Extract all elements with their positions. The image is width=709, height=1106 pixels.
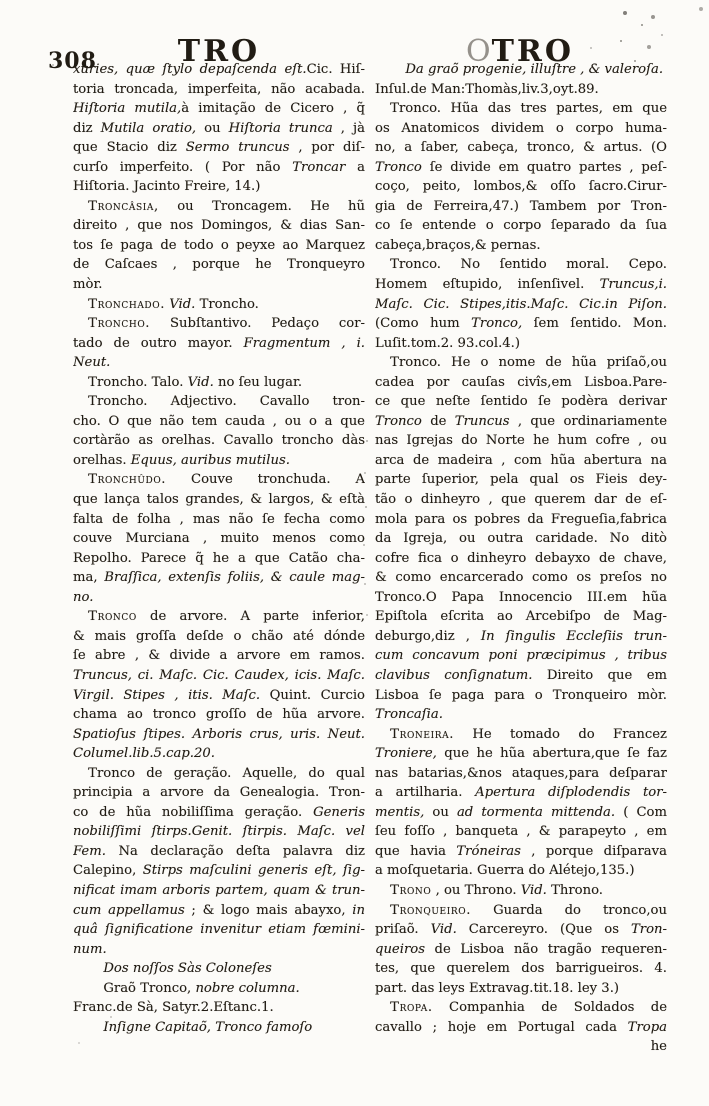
text-line xyxy=(375,119,667,139)
text-line xyxy=(73,549,365,569)
text-segment: Vid. xyxy=(187,374,214,390)
text-line xyxy=(73,588,365,608)
text-segment: tão o dinheyro , que querem dar de eſ- xyxy=(375,492,667,508)
text-line xyxy=(375,568,667,588)
text-segment: Troncho. xyxy=(195,296,259,312)
text-segment: diz xyxy=(73,120,101,136)
text-segment: toria troncada, imperfeita, não acabada. xyxy=(73,81,365,97)
text-segment: ou xyxy=(196,120,229,136)
text-segment: que havia xyxy=(375,843,457,859)
text-segment: Throno. xyxy=(546,882,603,898)
text-line xyxy=(73,686,365,706)
text-segment: cho. O que não tem cauda , ou o a que xyxy=(73,413,365,429)
text-segment: Quint. Curcio xyxy=(260,687,365,703)
text-segment: Truncus,i. xyxy=(599,277,667,293)
text-segment: Fragmentum , i. xyxy=(243,335,365,351)
text-line xyxy=(375,392,667,412)
text-line xyxy=(375,666,667,686)
text-segment: mola para os pobres da Fregueſia,fabrica xyxy=(375,511,667,527)
left-column xyxy=(73,60,365,1037)
text-line xyxy=(375,216,667,236)
text-line xyxy=(375,470,667,490)
text-segment: In ſingulis Eccleſiis trun- xyxy=(480,628,667,644)
text-line xyxy=(375,255,667,275)
text-segment: que Stacio diz xyxy=(73,140,186,156)
text-segment: Troncho. Talo. xyxy=(88,374,188,390)
text-line xyxy=(375,334,667,354)
text-segment: Troncaſia. xyxy=(375,707,443,723)
text-segment: Subſtantivo. Pedaço cor- xyxy=(150,316,365,332)
text-segment: cofre fica o dinheyro debayxo de chave, xyxy=(375,550,667,566)
text-segment: Tronchûdo. xyxy=(88,472,167,488)
text-segment: queiros xyxy=(375,941,425,957)
text-segment: nobre columna. xyxy=(195,980,300,996)
text-segment: Homem eſtupido, inſenſivel. xyxy=(375,277,600,293)
catchword xyxy=(375,1037,667,1057)
text-segment: de xyxy=(421,413,455,429)
text-line xyxy=(375,295,667,315)
text-segment: Apertura diſplodendis tor- xyxy=(475,785,667,801)
text-line xyxy=(375,236,667,256)
text-segment: no, a ſaber, cabeça, tronco, & artus. (O xyxy=(375,140,667,156)
text-segment: Braſſica, extenſis foliis, & caule mag- xyxy=(104,570,365,586)
text-segment: a moſquetaria. Guerra do Alétejo,135.) xyxy=(375,863,635,879)
text-line xyxy=(375,607,667,627)
text-line xyxy=(375,646,667,666)
text-segment: Stirps maſculini generis eſt, ſig- xyxy=(142,863,365,879)
text-segment: in xyxy=(352,902,365,918)
text-segment: da Igreja, ou outra caridade. No ditò xyxy=(375,531,667,547)
text-segment: Guarda do tronco,ou xyxy=(471,902,667,918)
text-segment: nobiliſſimi ſtirps.Genit. ſtirpis. Maſc. vel xyxy=(73,824,365,840)
text-line xyxy=(375,940,667,960)
text-line xyxy=(375,803,667,823)
right-column xyxy=(375,60,667,1057)
text-line xyxy=(73,666,365,686)
text-line xyxy=(73,275,365,295)
text-segment: Truncus, ci. Maſc. Cic. Caudex, icis. Maſc. xyxy=(73,667,365,683)
text-line xyxy=(375,314,667,334)
page-number: 308 xyxy=(48,48,97,74)
text-line xyxy=(73,881,365,901)
text-line xyxy=(375,490,667,510)
text-line xyxy=(73,725,365,745)
text-line xyxy=(375,353,667,373)
text-line xyxy=(375,451,667,471)
text-segment: de arvore. A parte inferior, xyxy=(136,609,365,625)
text-segment: Troncar xyxy=(292,159,346,175)
text-line xyxy=(73,920,365,940)
text-segment: cavallo ; hoje em Portugal cada xyxy=(375,1019,628,1035)
text-line xyxy=(73,314,365,334)
text-segment: Equus, auribus mutilus. xyxy=(130,452,290,468)
text-segment: cabeça,braços,& pernas. xyxy=(375,237,541,253)
text-segment: chama ao tronco groſſo de hũa arvore. xyxy=(73,707,365,723)
text-line xyxy=(375,158,667,178)
text-line xyxy=(73,744,365,764)
text-segment: cum appellamus xyxy=(73,902,185,918)
text-segment: a artilharia. xyxy=(375,785,476,801)
text-segment: Cic. Hiſ- xyxy=(306,62,365,77)
text-line xyxy=(73,177,365,197)
text-line xyxy=(375,275,667,295)
text-segment: Tron- xyxy=(631,922,667,938)
text-segment: Tronco, xyxy=(471,316,523,332)
text-segment: ſe abre , & divide a arvore em ramos. xyxy=(73,648,365,664)
text-segment: Luſit.tom.2. 93.col.4.) xyxy=(375,335,520,351)
text-segment: Tronco xyxy=(375,159,422,175)
text-segment: Franc.de Sà, Satyr.2.Eſtanc.1. xyxy=(73,1000,274,1016)
text-segment: que lança talos grandes, & largos, & eſtà xyxy=(73,492,365,508)
text-segment: Columel.lib.5.cap.20. xyxy=(73,746,215,762)
text-segment: ou xyxy=(424,804,457,820)
text-segment: ce que neſte ſentido ſe podèra derivar xyxy=(375,394,667,410)
text-segment: Repolho. Parece q̃ he a que Catão cha- xyxy=(73,550,365,566)
text-segment: mòr. xyxy=(73,277,103,293)
text-segment: Hiſtoria. Jacinto Freire, 14.) xyxy=(73,179,261,195)
text-segment: tes, que querelem dos barrigueiros. 4. xyxy=(375,961,667,977)
text-line xyxy=(73,255,365,275)
text-segment: , porque diſparava xyxy=(520,843,667,859)
text-segment: nas batarias,&nos ataques,para deſparar xyxy=(375,765,667,781)
text-segment: Troncho. xyxy=(88,316,151,332)
text-line xyxy=(73,353,365,373)
text-segment: Inſul.de Man:Thomàs,liv.3,oyt.89. xyxy=(375,81,599,97)
text-segment: no ſeu lugar. xyxy=(213,374,303,390)
text-segment: Tronchado. xyxy=(88,296,166,312)
text-line xyxy=(73,451,365,471)
text-segment: ( Com xyxy=(615,804,667,820)
text-segment: ma, xyxy=(73,570,105,586)
text-segment: Tronqueiro. xyxy=(390,902,472,918)
text-line xyxy=(375,764,667,784)
text-segment: he xyxy=(650,1039,667,1055)
text-line xyxy=(73,940,365,960)
text-line xyxy=(73,138,365,158)
text-segment: direito , que nos Domingos, & dias San- xyxy=(73,218,365,234)
text-line xyxy=(73,236,365,256)
text-line xyxy=(73,568,365,588)
text-segment: Da graõ progenie, illuſtre , & valeroſa. xyxy=(405,62,664,77)
text-line xyxy=(73,412,365,432)
text-line xyxy=(73,979,365,999)
text-segment: Tronco de geração. Aquelle, do qual xyxy=(88,765,365,781)
text-line xyxy=(375,725,667,745)
text-line xyxy=(375,881,667,901)
text-segment: ad tormenta mittenda. xyxy=(456,804,616,820)
text-segment: (Como hum xyxy=(375,316,472,332)
text-segment: nificat imam arboris partem, quam & trun- xyxy=(73,882,365,898)
text-segment: Tronco. No ſentido moral. Cepo. xyxy=(390,257,667,273)
text-segment: arca de madeira , com hũa abertura na xyxy=(375,452,667,468)
text-segment: Epiſtola eſcrita ao Arcebiſpo de Mag- xyxy=(375,609,667,625)
text-line xyxy=(73,510,365,530)
text-segment: Troneira. xyxy=(390,726,454,742)
text-segment: Mutila oratio, xyxy=(100,120,197,136)
text-line xyxy=(73,99,365,119)
text-segment: Calepino, xyxy=(73,863,143,879)
text-segment: clavibus conſignatum. xyxy=(375,667,533,683)
text-line xyxy=(73,803,365,823)
text-line xyxy=(375,549,667,569)
text-line xyxy=(375,99,667,119)
text-line xyxy=(73,705,365,725)
text-segment: cortàrão as orelhas. Cavallo troncho dàs xyxy=(73,433,365,449)
text-segment: Troniere, xyxy=(375,746,437,762)
text-segment: gia de Ferreira,47.) Tambem por Tron- xyxy=(375,198,667,214)
text-segment: Inſigne Capitaõ, Tronco famoſo xyxy=(103,1019,313,1035)
text-segment: orelhas. xyxy=(73,452,131,468)
text-segment: He tomado do Francez xyxy=(454,726,667,742)
text-segment: de Caſcaes , porque he Tronqueyro xyxy=(73,257,365,273)
text-line xyxy=(73,822,365,842)
ink-ghost-o: O xyxy=(466,34,491,69)
text-segment: principia a arvore da Genealogia. Tron- xyxy=(73,785,365,801)
text-line xyxy=(375,705,667,725)
text-segment: , que ordinariamente xyxy=(509,413,667,429)
text-segment: que he hũa abertura,que ſe faz xyxy=(436,746,667,762)
text-segment: Sermo truncus xyxy=(185,140,290,156)
text-segment: couve Murciana , muito menos como xyxy=(73,531,365,547)
text-line xyxy=(73,529,365,549)
text-segment: ; & logo mais abayxo, xyxy=(184,902,353,918)
text-line xyxy=(73,646,365,666)
text-line xyxy=(375,138,667,158)
text-segment: Tronco xyxy=(375,413,422,429)
text-segment: xuries, quæ ſtylo depaſcenda eſt. xyxy=(73,62,307,77)
text-segment: Tronco.O Papa Innocencio III.em hũa xyxy=(375,589,667,605)
text-segment: Carcereyro. (Que os xyxy=(456,922,631,938)
text-segment: , por diſ- xyxy=(289,140,365,156)
text-segment: Spatioſus ſtipes. Arboris crus, uris. Neut. xyxy=(73,726,365,742)
text-line xyxy=(375,80,667,100)
text-line xyxy=(73,80,365,100)
text-segment: Na declaração deſta palavra diz xyxy=(105,843,365,859)
running-head-left-text: TRO xyxy=(177,34,261,69)
text-line xyxy=(73,764,365,784)
text-segment: a xyxy=(345,159,365,175)
text-line xyxy=(73,607,365,627)
text-line xyxy=(73,842,365,862)
text-segment: coço, peito, lombos,& oſſo ſacro.Cirur- xyxy=(375,179,667,195)
text-line xyxy=(73,627,365,647)
text-segment: quâ ſignificatione invenitur etiam fœmini- xyxy=(73,922,365,938)
text-segment: priſaõ. xyxy=(375,922,431,938)
text-segment: falta de folha , mas não ſe fecha como xyxy=(73,511,365,527)
text-line xyxy=(375,998,667,1018)
text-segment: os Anatomicos dividem o corpo huma- xyxy=(375,120,667,136)
text-line xyxy=(375,529,667,549)
text-segment: num. xyxy=(73,941,107,957)
text-line xyxy=(375,979,667,999)
text-line xyxy=(375,822,667,842)
text-segment: mentis, xyxy=(375,804,425,820)
ink-speckles xyxy=(0,0,2,2)
text-line xyxy=(375,744,667,764)
text-segment: Companhia de Soldados de xyxy=(432,1000,667,1016)
text-segment: tado de outro mayor. xyxy=(73,335,244,351)
text-line xyxy=(375,842,667,862)
text-line xyxy=(73,783,365,803)
running-head-right-text: TRO xyxy=(491,34,574,69)
text-segment: Vid. xyxy=(520,882,547,898)
text-line xyxy=(375,510,667,530)
text-line xyxy=(375,901,667,921)
text-segment: , jà xyxy=(332,120,365,136)
text-segment: nas Igrejas do Norte he hum cofre , ou xyxy=(375,433,667,449)
text-line xyxy=(73,490,365,510)
text-line xyxy=(73,334,365,354)
text-segment: tos ſe paga de todo o peyxe ao Marquez xyxy=(73,237,365,253)
text-line xyxy=(375,686,667,706)
text-segment: Tróneiras xyxy=(456,843,521,859)
text-segment: Troncâsia, xyxy=(88,198,159,214)
text-line xyxy=(73,431,365,451)
text-line xyxy=(73,861,365,881)
text-line xyxy=(73,216,365,236)
text-segment: Truncus xyxy=(454,413,510,429)
text-line xyxy=(73,901,365,921)
text-segment: Tronco. Hũa das tres partes, em que xyxy=(390,101,667,117)
text-segment: ou Troncagem. He hũ xyxy=(158,198,365,214)
text-line xyxy=(375,1018,667,1038)
text-line xyxy=(375,373,667,393)
text-segment: Direito que em xyxy=(532,667,667,683)
text-line xyxy=(73,119,365,139)
text-line xyxy=(73,197,365,217)
text-segment: co de hũa nobiliſſima geração. xyxy=(73,804,314,820)
text-line xyxy=(73,392,365,412)
text-line xyxy=(73,373,365,393)
text-line xyxy=(375,861,667,881)
text-segment: parte ſuperior, pela qual os Fieis dey- xyxy=(375,472,667,488)
text-line xyxy=(375,431,667,451)
text-segment: Fem. xyxy=(73,843,106,859)
text-segment: Vid. xyxy=(165,296,196,312)
text-segment: ſe divide em quatro partes , peſ- xyxy=(421,159,667,175)
text-segment: Tronco. He o nome de hũa priſaõ,ou xyxy=(390,355,667,371)
text-segment: ſem ſentido. Mon. xyxy=(522,316,667,332)
text-line xyxy=(73,1018,365,1038)
text-segment: Neut. xyxy=(73,355,111,371)
text-line xyxy=(375,920,667,940)
text-line xyxy=(73,295,365,315)
text-segment: Generis xyxy=(313,804,365,820)
text-segment: part. das leys Extravag.tit.18. ley 3.) xyxy=(375,980,620,996)
text-segment: Troncho. Adjectivo. Cavallo tron- xyxy=(88,394,365,410)
text-segment: Trono xyxy=(390,882,432,898)
text-line xyxy=(375,177,667,197)
text-segment: Vid. xyxy=(430,922,457,938)
text-segment: Tropa xyxy=(627,1019,667,1035)
text-line xyxy=(73,998,365,1018)
text-line xyxy=(73,470,365,490)
text-line xyxy=(375,627,667,647)
text-line xyxy=(375,60,667,80)
text-line xyxy=(73,60,365,80)
text-line xyxy=(73,158,365,178)
text-line xyxy=(73,959,365,979)
text-segment: Virgil. Stipes , itis. Maſc. xyxy=(73,687,261,703)
text-segment: Graõ Tronco, xyxy=(103,980,196,996)
text-segment: de Lisboa não tragão requeren- xyxy=(424,941,667,957)
text-segment: Lisboa ſe paga para o Tronqueiro mòr. xyxy=(375,687,667,703)
text-segment: , ou Throno. xyxy=(431,882,521,898)
text-segment: no. xyxy=(73,589,94,605)
text-segment: ſeu foſſo , banqueta , & parapeyto , em xyxy=(375,824,667,840)
text-line xyxy=(375,412,667,432)
text-segment: cum concavum poni præcipimus , tribus xyxy=(375,648,667,664)
text-segment: Hiſtoria trunca xyxy=(228,120,333,136)
text-line xyxy=(375,588,667,608)
text-segment: & como encarcerado como os preſos no xyxy=(375,570,667,586)
text-segment: Tronco xyxy=(88,609,137,625)
text-segment: Maſc. Cic. Stipes,itis.Maſc. Cic.in Piſon. xyxy=(375,296,667,312)
text-segment: & mais groſſa deſde o chão até dónde xyxy=(73,628,365,644)
text-segment: à imitação de Cicero , q̃ xyxy=(181,101,365,117)
text-segment: curſo imperfeito. ( Por não xyxy=(73,159,293,175)
text-line xyxy=(375,783,667,803)
text-segment: Dos noſſos Sàs Coloneſes xyxy=(103,961,272,977)
text-segment: deburgo,diz , xyxy=(375,628,481,644)
text-segment: Tropa. xyxy=(390,1000,433,1016)
text-segment: Hiſtoria mutila, xyxy=(73,101,182,117)
text-line xyxy=(375,197,667,217)
text-line xyxy=(375,959,667,979)
text-segment: co ſe entende o corpo ſeparado da ſua xyxy=(375,218,667,234)
text-segment: cadea por cauſas civîs,em Lisboa.Pare- xyxy=(375,374,667,390)
text-segment: Couve tronchuda. A xyxy=(166,472,365,488)
